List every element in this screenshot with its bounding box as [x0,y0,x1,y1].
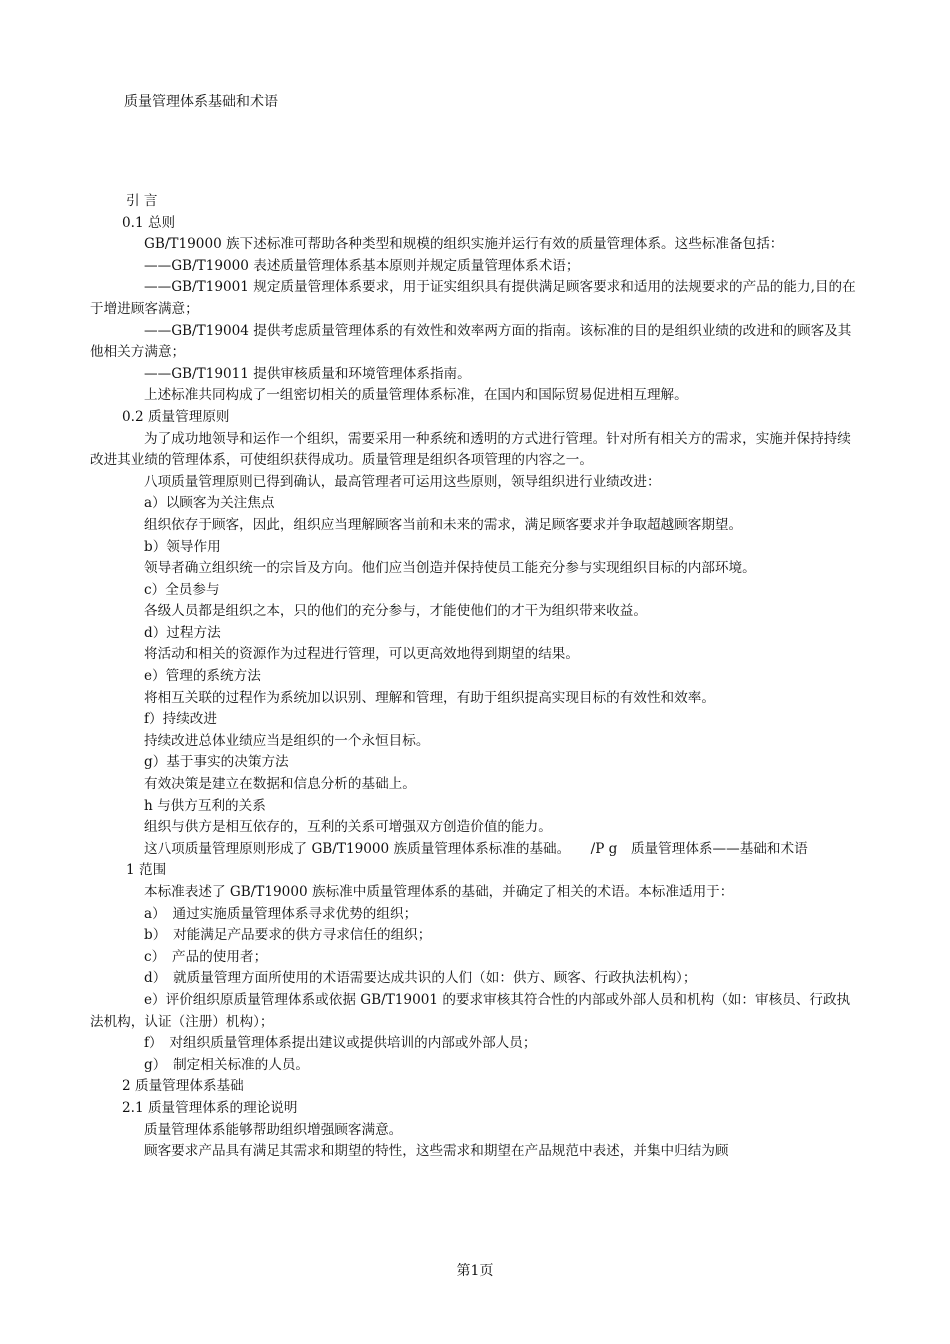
paragraph: 组织依存于顾客，因此，组织应当理解顾客当前和未来的需求，满足顾客要求并争取超越顾客期望。 [144,516,743,533]
section-heading: 0.1 总则 [122,214,176,231]
document-title: 质量管理体系基础和术语 [124,94,278,110]
document-body [90,191,860,1163]
paragraph: GB/T19000 族下述标准可帮助各种类型和规模的组织实施并运行有效的质量管理体系。这些标准备包括： [144,236,784,253]
paragraph: 组织与供方是相互依存的，互利的关系可增强双方创造价值的能力。 [144,819,552,836]
paragraph: e）管理的系统方法 [144,668,261,685]
section-heading: 2 质量管理体系基础 [122,1078,244,1095]
paragraph: g）基于事实的决策方法 [144,754,289,771]
section-heading: 1 范围 [126,862,167,879]
paragraph: ——GB/T19000 表述质量管理体系基本原则并规定质量管理体系术语； [144,257,580,274]
paragraph: 将相互关联的过程作为系统加以识别、理解和管理，有助于组织提高实现目标的有效性和效率。 [144,689,715,706]
paragraph: 领导者确立组织统一的宗旨及方向。他们应当创造并保持使员工能充分参与实现组织目标的内部环境。 [144,560,756,577]
paragraph: 顾客要求产品具有满足其需求和期望的特性，这些需求和期望在产品规范中表述，并集中归结为顾 [144,1143,729,1160]
paragraph: 八项质量管理原则已得到确认，最高管理者可运用这些原则，领导组织进行业绩改进： [144,473,661,490]
paragraph: ——GB/T19004 提供考虑质量管理体系的有效性和效率两方面的指南。该标准的目的是组织业绩的改进和的顾客及其他相关方满意； [90,322,852,361]
paragraph: 有效决策是建立在数据和信息分析的基础上。 [144,776,416,793]
paragraph: f）持续改进 [144,711,217,728]
paragraph: a）以顾客为关注焦点 [144,495,275,512]
paragraph: 本标准表述了 GB/T19000 族标准中质量管理体系的基础，并确定了相关的术语。本标准适用于： [144,884,734,900]
page-number: 第1页 [456,1263,494,1279]
paragraph: h 与供方互利的关系 [144,797,266,814]
paragraph: b）领导作用 [144,538,221,555]
paragraph: b） 对能满足产品要求的供方寻求信任的组织； [144,927,432,944]
paragraph: ——GB/T19011 提供审核质量和环境管理体系指南。 [144,365,471,382]
paragraph: 为了成功地领导和运作一个组织，需要采用一种系统和透明的方式进行管理。针对所有相关方的需求，实施并保持持续改进其业绩的管理体系，可使组织获得成功。质量管理是组织各项管理的内容之一。 [90,430,851,469]
paragraph: f） 对组织质量管理体系提出建议或提供培训的内部或外部人员； [144,1035,537,1052]
paragraph: 质量管理体系能够帮助组织增强顾客满意。 [144,1121,403,1138]
section-heading: 2.1 质量管理体系的理论说明 [122,1099,298,1116]
paragraph: ——GB/T19001 规定质量管理体系要求，用于证实组织具有提供满足顾客要求和适用的法规要求的产品的能力,目的在于增进顾客满意； [90,279,856,317]
paragraph: 各级人员都是组织之本，只的他们的充分参与，才能使他们的才干为组织带来收益。 [144,603,647,620]
paragraph: c）全员参与 [144,581,220,598]
paragraph: d）过程方法 [144,624,221,641]
section-heading: 0.2 质量管理原则 [122,408,230,425]
paragraph: 上述标准共同构成了一组密切相关的质量管理体系标准，在国内和国际贸易促进相互理解。 [144,387,688,404]
paragraph: 将活动和相关的资源作为过程进行管理，可以更高效地得到期望的结果。 [144,646,579,663]
paragraph: 这八项质量管理原则形成了 GB/T19000 族质量管理体系标准的基础。 /P g 质量管理体系——基础和术语 [144,840,808,857]
section-heading: 引 言 [126,193,158,209]
paragraph: a） 通过实施质量管理体系寻求优势的组织； [144,905,418,922]
paragraph: d） 就质量管理方面所使用的术语需要达成共识的人们（如：供方、顾客、行政执法机构）； [144,970,697,987]
paragraph: c） 产品的使用者； [144,948,268,965]
paragraph: e）评价组织原质量管理体系或依据 GB/T19001 的要求审核其符合性的内部或外部人员和机构（如：审核员、行政执法机构，认证（注册）机构）； [90,991,851,1030]
paragraph: g） 制定相关标准的人员。 [144,1056,310,1073]
paragraph: 持续改进总体业绩应当是组织的一个永恒目标。 [144,732,430,749]
